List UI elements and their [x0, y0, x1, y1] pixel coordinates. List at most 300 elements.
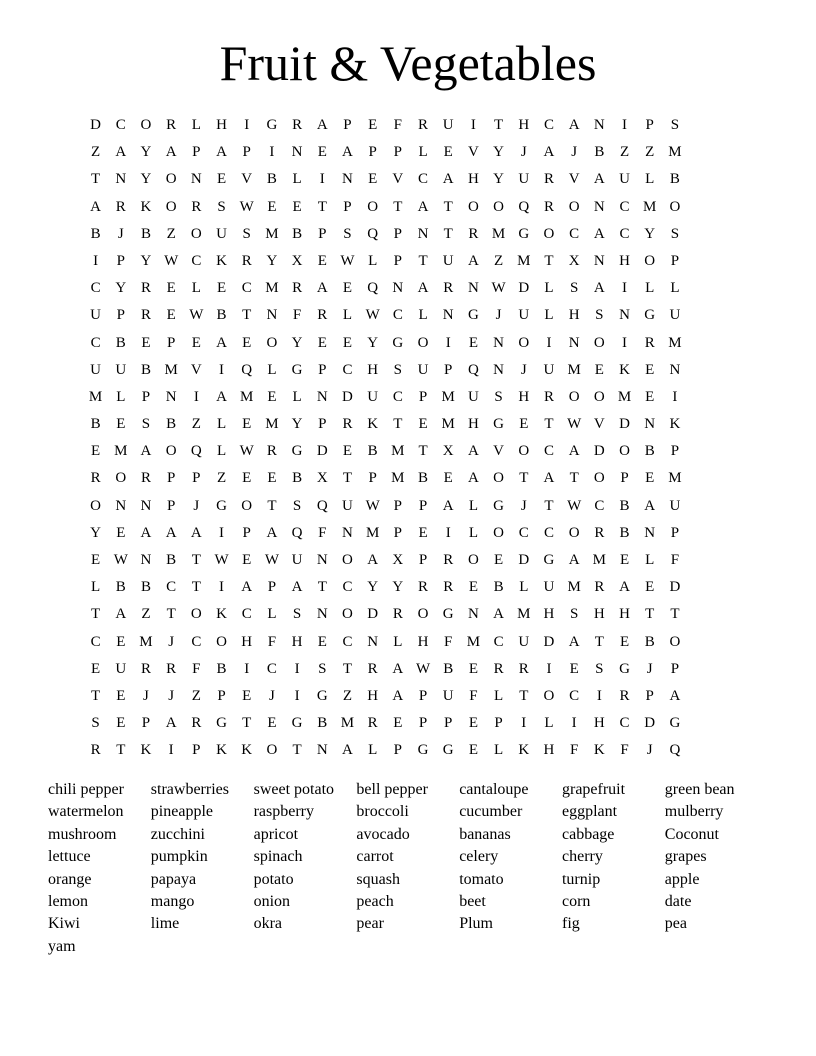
grid-letter: P [418, 687, 428, 704]
grid-letter: Z [141, 606, 151, 623]
grid-letter: Y [115, 280, 127, 297]
grid-letter: P [242, 144, 251, 161]
word-item: potato [253, 870, 294, 888]
grid-letter: F [292, 307, 302, 324]
grid-letter: O [518, 443, 530, 460]
grid-letter: E [216, 280, 227, 297]
grid-letter: O [543, 687, 555, 704]
grid-letter: E [91, 443, 101, 460]
grid-letter: C [543, 443, 554, 460]
grid-letter: R [543, 171, 554, 188]
grid-letter: M [139, 633, 153, 650]
grid-letter: L [519, 579, 529, 596]
word-row [48, 801, 768, 823]
grid-letter: J [143, 687, 149, 704]
grid-letter: O [493, 198, 505, 215]
grid-letter: A [216, 144, 227, 161]
grid-letter: R [317, 307, 328, 324]
grid-letter: E [242, 416, 252, 433]
grid-letter: R [140, 470, 151, 487]
grid-letter: I [622, 334, 628, 351]
grid-letter: P [192, 742, 201, 759]
grid-letter: P [166, 470, 176, 487]
grid-letter: S [494, 388, 503, 405]
grid-letter: P [318, 416, 327, 433]
grid-letter: P [418, 552, 428, 568]
grid-letter: P [393, 225, 403, 242]
grid-letter: O [619, 443, 630, 460]
grid-letter: E [242, 470, 252, 487]
grid-letter: B [594, 144, 605, 161]
grid-letter: C [543, 524, 554, 541]
grid-letter: A [568, 633, 580, 650]
grid-letter: A [392, 660, 404, 677]
grid-letter: V [593, 416, 605, 433]
grid-letter: F [318, 524, 327, 541]
grid-letter: B [140, 579, 151, 596]
grid-row [83, 683, 688, 710]
grid-letter: B [367, 443, 378, 460]
grid-letter: T [494, 117, 504, 133]
grid-letter: O [342, 606, 353, 623]
grid-letter: Q [467, 361, 479, 378]
grid-letter: O [593, 334, 605, 351]
word-item: broccoli [356, 803, 409, 821]
grid-letter: C [90, 280, 101, 297]
grid-letter: S [343, 225, 352, 242]
grid-row [83, 248, 688, 275]
grid-letter: O [266, 742, 278, 759]
grid-letter: R [191, 198, 202, 215]
grid-letter: O [216, 633, 227, 650]
grid-letter: Z [191, 687, 201, 704]
grid-letter: R [543, 198, 554, 215]
grid-letter: L [494, 687, 504, 704]
grid-letter: L [418, 144, 428, 161]
grid-letter: O [593, 470, 605, 487]
grid-letter: R [619, 687, 630, 704]
word-item: Plum [459, 915, 493, 933]
grid-row [83, 275, 688, 302]
grid-letter: E [368, 171, 378, 188]
grid-letter: C [619, 198, 630, 215]
grid-letter: T [594, 633, 604, 650]
grid-letter: M [517, 606, 531, 623]
grid-letter: K [140, 198, 152, 215]
grid-letter: U [216, 225, 227, 242]
grid-letter: P [318, 225, 327, 242]
grid-letter: C [241, 606, 252, 623]
grid-letter: A [190, 524, 202, 541]
grid-letter: T [443, 225, 453, 242]
grid-letter: Q [367, 280, 379, 297]
grid-letter: R [140, 660, 151, 677]
grid-letter: I [596, 687, 602, 704]
word-item: turnip [561, 870, 601, 888]
grid-letter: N [316, 606, 328, 623]
grid-letter: N [115, 171, 127, 188]
grid-letter: K [367, 416, 379, 433]
grid-letter: L [191, 280, 201, 297]
grid-letter: Y [291, 334, 303, 351]
grid-letter: P [418, 497, 428, 514]
grid-letter: A [367, 552, 379, 568]
grid-letter: R [140, 307, 151, 324]
grid-letter: U [442, 687, 454, 704]
grid-letter: U [115, 660, 127, 677]
word-item: bell pepper [356, 781, 428, 798]
grid-letter: U [367, 388, 379, 405]
grid-letter: G [669, 715, 681, 732]
grid-letter: A [417, 198, 429, 215]
grid-letter: E [216, 171, 227, 188]
grid-letter: P [444, 361, 453, 378]
word-item: avocado [356, 825, 410, 843]
grid-letter: L [544, 280, 554, 297]
grid-letter: N [266, 307, 278, 324]
grid-letter: P [494, 715, 503, 732]
word-item: chili pepper [48, 781, 124, 798]
grid-letter: K [216, 606, 227, 623]
grid-letter: T [242, 307, 252, 324]
grid-letter: A [165, 524, 177, 541]
grid-letter: I [622, 280, 628, 297]
grid-letter: S [242, 225, 251, 242]
word-item: strawberries [150, 781, 229, 798]
grid-letter: C [191, 633, 202, 650]
grid-letter: J [520, 361, 527, 378]
grid-letter: P [418, 388, 428, 405]
grid-letter: O [140, 117, 152, 133]
grid-letter: V [190, 361, 202, 378]
grid-letter: B [292, 470, 303, 487]
grid-letter: R [443, 579, 454, 596]
grid-letter: H [518, 388, 530, 405]
grid-letter: N [644, 416, 656, 433]
grid-letter: H [367, 361, 379, 378]
grid-letter: E [166, 307, 176, 324]
grid-letter: T [242, 715, 252, 732]
grid-letter: T [569, 470, 579, 487]
grid-letter: A [342, 742, 353, 759]
grid-letter: T [519, 470, 529, 487]
grid-letter: J [646, 742, 653, 759]
grid-letter: F [569, 742, 579, 759]
grid-letter: N [342, 171, 353, 188]
grid-letter: P [368, 470, 377, 487]
grid-letter: O [568, 524, 580, 541]
grid-letter: E [468, 334, 478, 351]
grid-letter: N [316, 552, 328, 568]
grid-letter: E [191, 334, 201, 351]
word-item: watermelon [48, 803, 124, 821]
grid-letter: N [165, 388, 177, 405]
grid-letter: S [292, 606, 302, 623]
grid-letter: P [645, 687, 654, 704]
grid-letter: Q [316, 497, 328, 514]
grid-letter: R [418, 117, 429, 133]
grid-letter: H [619, 252, 630, 269]
word-item: orange [48, 870, 92, 888]
grid-letter: M [592, 552, 607, 568]
grid-letter: T [317, 198, 327, 215]
grid-letter: F [670, 552, 680, 568]
grid-letter: W [567, 497, 582, 514]
grid-letter: S [569, 280, 579, 297]
grid-letter: P [318, 361, 327, 378]
grid-letter: H [291, 633, 303, 650]
grid-letter: L [368, 252, 378, 269]
grid-letter: B [216, 660, 227, 677]
grid-letter: W [239, 443, 254, 460]
grid-letter: M [240, 388, 254, 405]
grid-letter: A [568, 552, 580, 568]
grid-letter: L [116, 388, 126, 405]
grid-letter: E [645, 361, 655, 378]
word-item: onion [253, 892, 291, 910]
grid-row [83, 656, 688, 683]
grid-letter: T [443, 198, 453, 215]
grid-letter: T [91, 687, 101, 704]
grid-letter: N [644, 524, 656, 541]
grid-letter: O [493, 524, 505, 541]
grid-letter: T [418, 252, 428, 269]
grid-letter: H [417, 633, 429, 650]
grid-letter: G [266, 117, 278, 133]
grid-letter: U [543, 361, 555, 378]
grid-letter: M [164, 361, 178, 378]
grid-letter: B [619, 524, 630, 541]
grid-row [83, 330, 688, 357]
word-item: carrot [356, 848, 394, 866]
grid-letter: A [442, 171, 454, 188]
grid-letter: C [241, 280, 252, 297]
grid-letter: E [141, 334, 151, 351]
grid-letter: M [668, 470, 682, 487]
grid-letter: M [643, 198, 657, 215]
grid-letter: V [392, 171, 404, 188]
grid-letter: G [417, 742, 429, 759]
word-row [48, 869, 768, 891]
grid-letter: O [417, 334, 429, 351]
grid-letter: T [393, 416, 403, 433]
grid-letter: T [645, 606, 655, 623]
grid-letter: D [669, 579, 681, 596]
grid-letter: E [645, 470, 655, 487]
grid-letter: Y [392, 579, 404, 596]
grid-letter: I [219, 361, 225, 378]
grid-row [83, 194, 688, 221]
grid-letter: N [417, 225, 429, 242]
grid-letter: E [418, 416, 428, 433]
grid-letter: L [544, 307, 554, 324]
grid-letter: I [244, 117, 250, 133]
grid-letter: A [165, 144, 177, 161]
grid-letter: Z [342, 687, 353, 704]
grid-letter: A [115, 606, 127, 623]
grid-letter: D [342, 388, 353, 405]
grid-letter: E [267, 470, 277, 487]
word-item: squash [356, 870, 400, 888]
grid-letter: N [593, 252, 605, 269]
grid-letter: I [294, 660, 300, 677]
word-item: fig [561, 915, 580, 933]
grid-letter: O [190, 225, 202, 242]
grid-letter: G [644, 307, 656, 324]
grid-letter: B [443, 660, 454, 677]
grid-letter: G [442, 742, 454, 759]
grid-letter: G [493, 416, 505, 433]
grid-letter: M [668, 334, 682, 351]
word-item: lettuce [48, 848, 91, 866]
grid-letter: P [393, 742, 403, 759]
grid-letter: Q [241, 361, 253, 378]
grid-letter: O [593, 388, 605, 405]
grid-letter: L [216, 443, 227, 460]
word-item: Kiwi [48, 915, 80, 933]
word-item: okra [253, 915, 283, 933]
grid-letter: M [668, 144, 682, 161]
grid-letter: T [544, 497, 554, 514]
grid-letter: C [493, 633, 504, 650]
word-item: date [664, 892, 692, 910]
word-item: peach [356, 892, 394, 910]
grid-letter: S [595, 660, 604, 677]
grid-row [83, 493, 688, 520]
grid-letter: R [166, 660, 177, 677]
grid-letter: A [316, 117, 328, 133]
grid-letter: A [392, 687, 404, 704]
grid-letter: E [468, 660, 478, 677]
grid-letter: L [494, 742, 504, 759]
grid-letter: B [115, 334, 126, 351]
word-row [48, 779, 768, 801]
grid-letter: A [568, 117, 580, 133]
grid-letter: B [140, 361, 151, 378]
grid-letter: P [393, 252, 403, 269]
word-item: cantaloupe [459, 781, 529, 798]
grid-letter: U [90, 307, 102, 324]
grid-letter: O [467, 198, 479, 215]
grid-letter: F [267, 633, 277, 650]
grid-letter: N [619, 307, 630, 324]
grid-letter: P [343, 117, 352, 133]
grid-letter: N [316, 742, 328, 759]
grid-letter: N [367, 633, 379, 650]
grid-letter: H [619, 606, 630, 623]
grid-letter: T [519, 687, 529, 704]
grid-letter: O [342, 552, 353, 568]
grid-letter: L [544, 715, 554, 732]
grid-letter: W [567, 416, 582, 433]
grid-letter: A [669, 687, 681, 704]
grid-letter: A [140, 524, 152, 541]
grid-letter: X [442, 443, 454, 460]
grid-letter: K [216, 742, 227, 759]
grid-letter: L [393, 633, 403, 650]
grid-letter: A [593, 225, 605, 242]
grid-letter: W [113, 552, 128, 568]
grid-letter: B [216, 307, 227, 324]
grid-letter: R [418, 579, 429, 596]
grid-letter: C [342, 361, 353, 378]
word-item: grapes [664, 848, 707, 866]
grid-letter: V [241, 171, 253, 188]
grid-letter: C [569, 225, 580, 242]
grid-letter: M [265, 225, 279, 242]
grid-letter: S [670, 117, 680, 133]
grid-letter: E [494, 552, 504, 568]
grid-letter: E [116, 687, 126, 704]
grid-letter: L [267, 606, 277, 623]
grid-letter: E [242, 687, 252, 704]
grid-letter: E [267, 715, 277, 732]
grid-letter: U [518, 171, 530, 188]
grid-letter: P [141, 388, 151, 405]
grid-letter: B [140, 225, 151, 242]
word-item: zucchini [150, 825, 205, 843]
grid-letter: O [165, 171, 177, 188]
grid-letter: J [646, 660, 653, 677]
grid-letter: L [91, 579, 101, 596]
grid-letter: T [91, 171, 101, 188]
grid-row [83, 357, 688, 384]
grid-letter: R [392, 606, 403, 623]
grid-letter: S [91, 715, 100, 732]
grid-letter: E [645, 579, 655, 596]
grid-letter: G [442, 606, 454, 623]
grid-letter: B [493, 579, 504, 596]
grid-letter: R [367, 660, 378, 677]
word-item: sweet potato [253, 781, 335, 798]
grid-letter: J [520, 144, 527, 161]
grid-letter: W [365, 497, 380, 514]
grid-letter: E [468, 742, 478, 759]
grid-letter: I [546, 334, 552, 351]
grid-letter: E [468, 579, 478, 596]
grid-letter: O [367, 198, 379, 215]
grid-letter: G [467, 307, 479, 324]
grid-letter: M [517, 252, 531, 269]
grid-row [83, 166, 688, 193]
grid-letter: G [493, 497, 505, 514]
grid-letter: C [166, 579, 177, 596]
grid-letter: D [518, 552, 530, 568]
grid-letter: E [267, 198, 277, 215]
word-item: apple [664, 870, 700, 888]
grid-letter: E [418, 524, 428, 541]
grid-letter: M [391, 470, 405, 487]
grid-letter: W [340, 252, 355, 269]
grid-letter: I [219, 524, 225, 541]
grid-letter: T [342, 660, 353, 677]
grid-letter: E [443, 470, 453, 487]
word-item: mushroom [48, 825, 117, 843]
grid-letter: N [568, 334, 580, 351]
grid-letter: L [468, 524, 478, 541]
grid-letter: D [90, 117, 102, 133]
grid-letter: B [644, 633, 655, 650]
word-item: cherry [561, 848, 603, 866]
grid-letter: T [191, 579, 201, 596]
grid-letter: F [444, 633, 453, 650]
grid-letter: I [168, 742, 174, 759]
grid-letter: T [191, 552, 201, 568]
grid-letter: B [317, 715, 328, 732]
grid-letter: I [294, 687, 300, 704]
word-item: cucumber [459, 803, 523, 821]
grid-letter: V [467, 144, 479, 161]
